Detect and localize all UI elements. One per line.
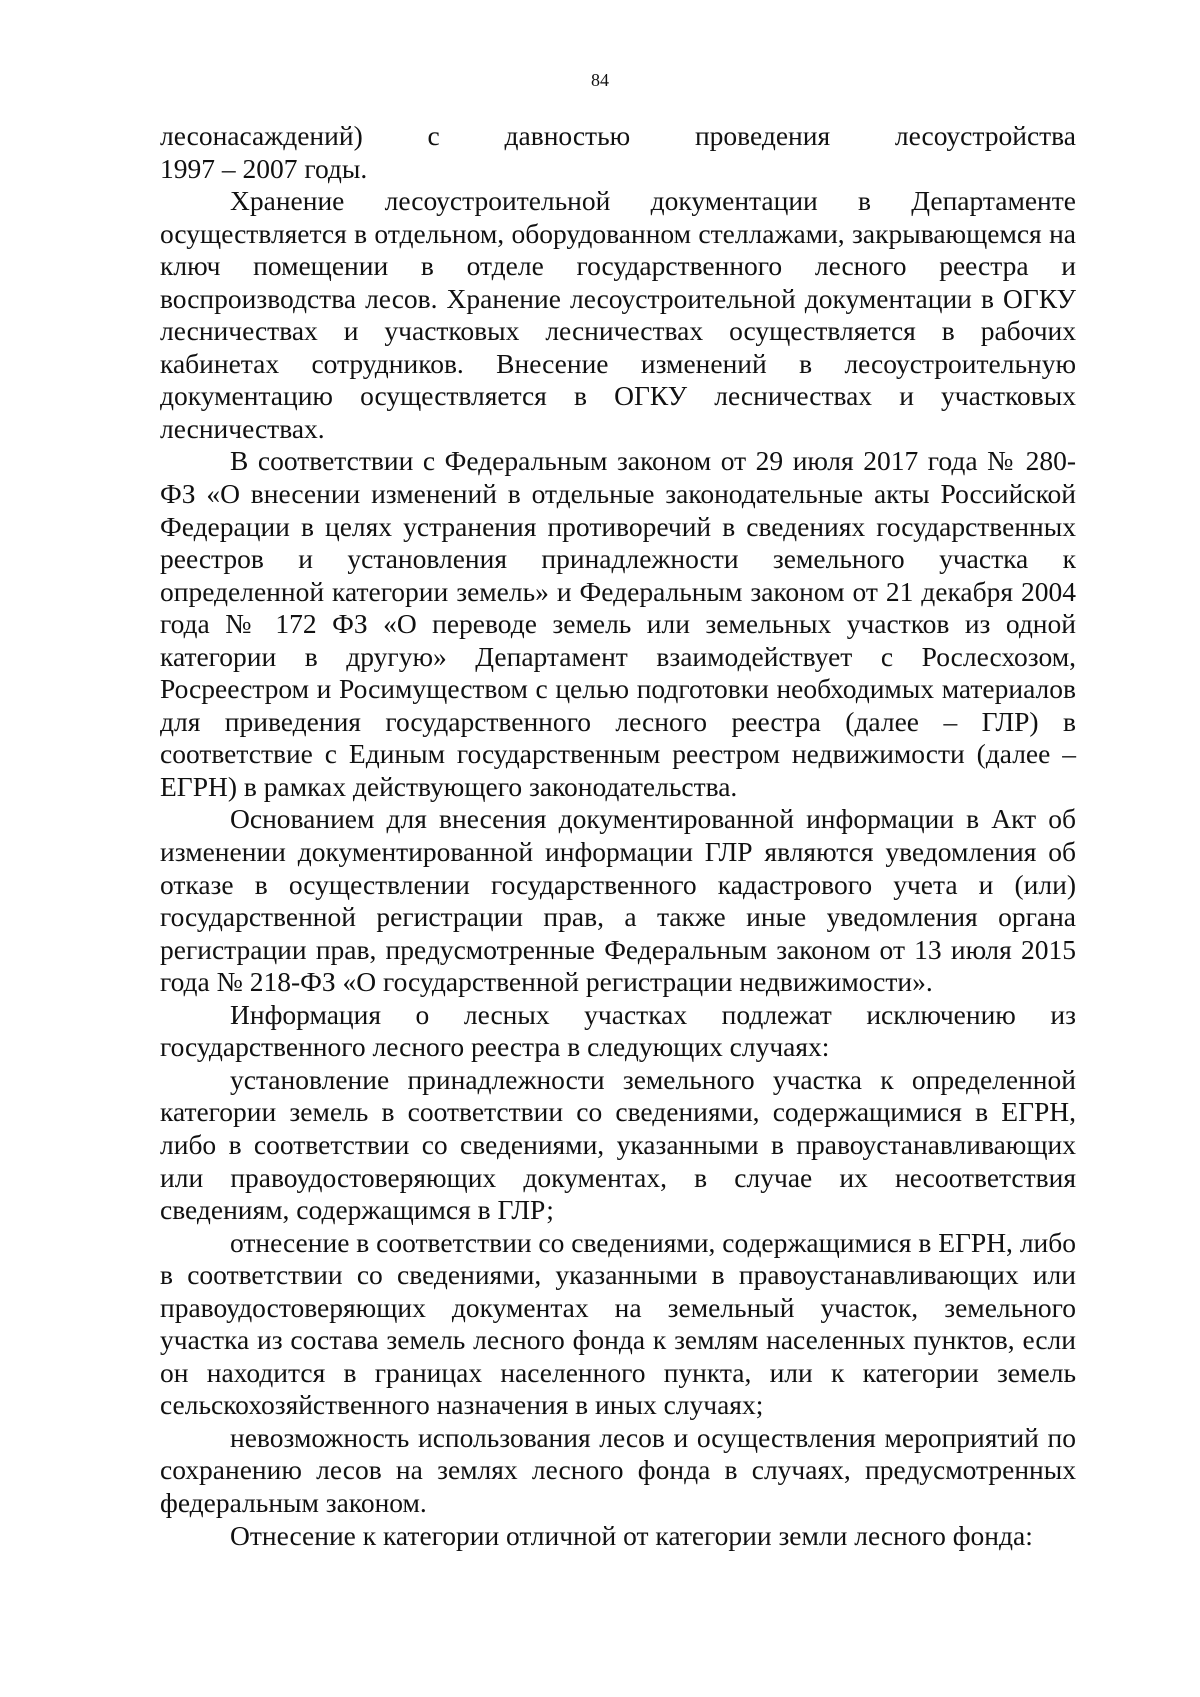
paragraph-case-category-establishment: установление принадлежности земельного участка к определенной категории земель в соответствии со сведениями, содержащимися в ЕГРН, либо в соответствии со сведениями, указанными в правоустанавливающих или правоудостоверяющих документах, в случае их несоответствия сведениям, содержащимся в ГЛР; — [160, 1063, 1076, 1226]
paragraph-act-basis: Основанием для внесения документированной информации в Акт об изменении документированной информации ГЛР являются уведомления об отказе в осуществлении государственного кадастрового учета и (или) государственной регистрации прав, а также иные уведомления органа регистрации прав, предусмотренные Федеральным законом от 13 июля 2015 года № 218-ФЗ «О государственной регистрации недвижимости». — [160, 803, 1076, 998]
paragraph-documentation-storage: Хранение лесоустроительной документации в Департаменте осуществляется в отдельном, оборудованном стеллажами, закрывающемся на ключ помещении в отделе государственного лесного реестра и воспроизводства лесов. Хранение лесоустроительной документации в ОГКУ лесничествах и участковых лесничествах осуществляется в рабочих кабинетах сотрудников. Внесение изменений в лесоустроительную документацию осуществляется в ОГКУ лесничествах и участковых лесничествах. — [160, 185, 1076, 444]
page-number: 84 — [591, 70, 609, 90]
paragraph-case-impossibility: невозможность использования лесов и осуществления мероприятий по сохранению лесов на землях лесного фонда в случаях, предусмотренных федеральным законом. — [160, 1421, 1076, 1518]
paragraph-exclusion-cases-intro: Информация о лесных участках подлежат исключению из государственного лесного реестра в следующих случаях: — [160, 998, 1076, 1063]
document-body — [160, 120, 1076, 1552]
paragraph-case-reassignment: отнесение в соответствии со сведениями, содержащимися в ЕГРН, либо в соответствии со сведениями, указанными в правоустанавливающих или правоудостоверяющих документах на земельный участок, земельного участка из состава земель лесного фонда к землям населенных пунктов, если он находится в границах населенного пункта, или к категории земель сельскохозяйственного назначения в иных случаях; — [160, 1226, 1076, 1421]
paragraph-continuation-first-line: лесонасаждений) с давностью проведения лесоустройства — [160, 120, 1076, 151]
paragraph-federal-law-cooperation: В соответствии с Федеральным законом от 29 июля 2017 года № 280-ФЗ «О внесении изменений в отдельные законодательные акты Российской Федерации в целях устранения противоречий в сведениях государственных реестров и установления принадлежности земельного участка к определенной категории земель» и Федеральным законом от 21 декабря 2004 года № 172 ФЗ «О переводе земель или земельных участков из одной категории в другую» Департамент взаимодействует с Рослесхозом, Росреестром и Росимуществом с целью подготовки необходимых материалов для приведения государственного лесного реестра (далее – ГЛР) в соответствие с Единым государственным реестром недвижимости (далее – ЕГРН) в рамках действующего законодательства. — [160, 445, 1076, 802]
paragraph-category-assignment: Отнесение к категории отличной от категории земли лесного фонда: — [230, 1519, 1033, 1551]
paragraph-continuation — [160, 120, 1076, 185]
paragraph-continuation-rest: 1997 – 2007 годы. — [160, 152, 368, 184]
